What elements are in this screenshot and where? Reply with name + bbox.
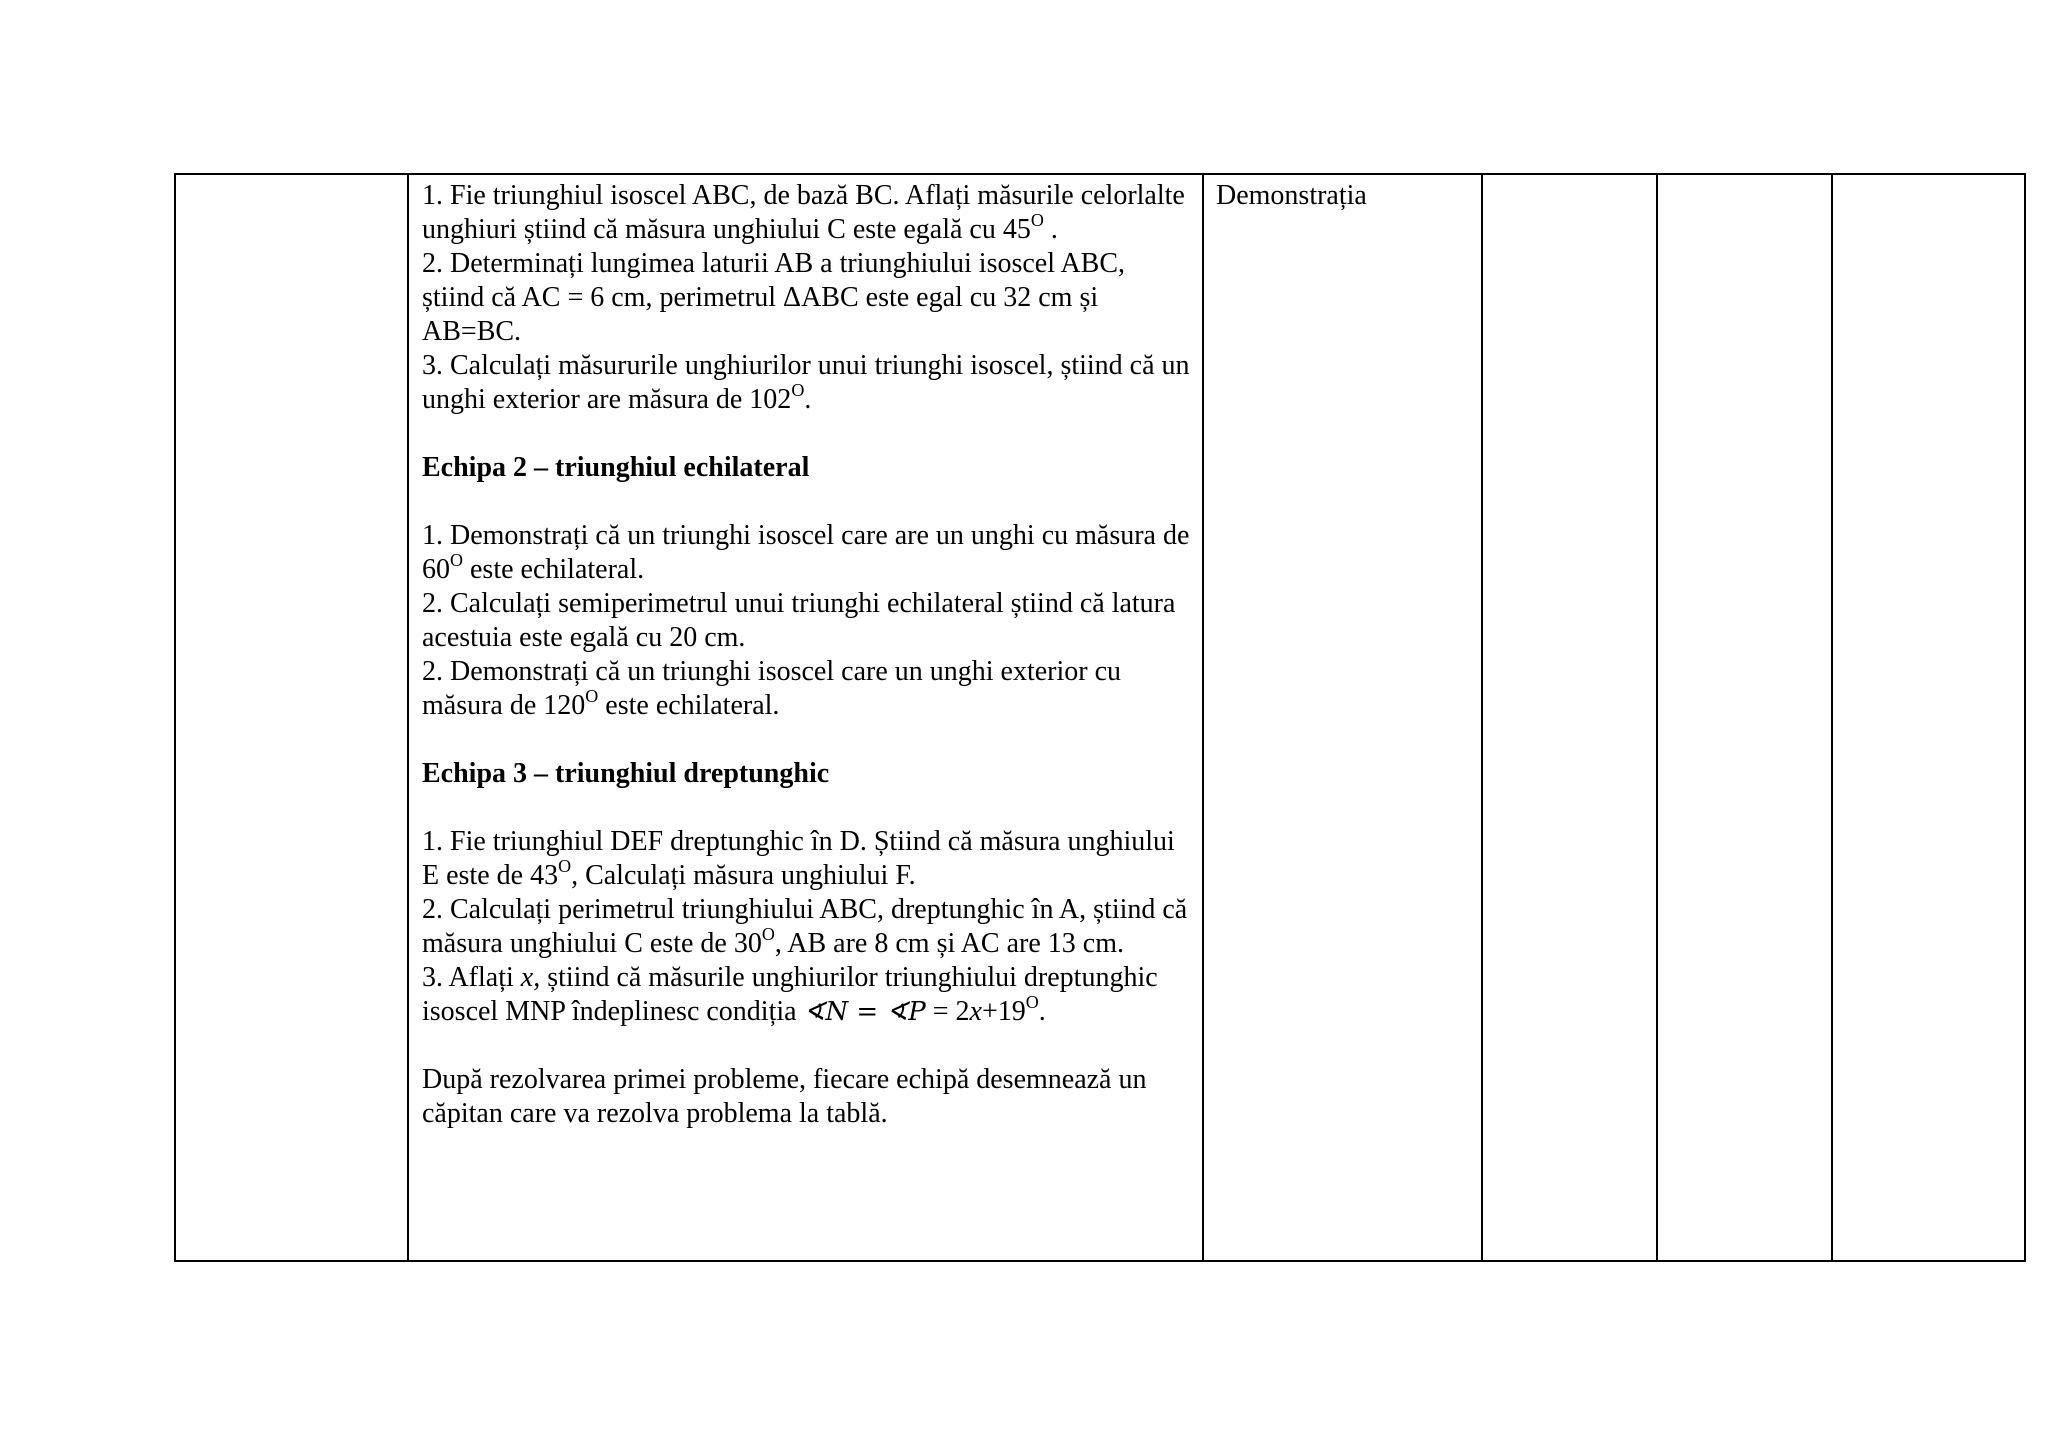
table-row: [175, 174, 2025, 1261]
angle-condition-formula: ∢N = ∢P: [803, 997, 926, 1027]
team3-problem-3: 3. Aflați x, știind că măsurile unghiurilor triunghiului dreptunghic isoscel MNP îndeplinesc condiția ∢N = ∢P = $2x+19^O$.: [422, 962, 1158, 1027]
empty-cell-5: [1657, 174, 1832, 1261]
team1-problem-1: 1. Fie triunghiul isoscel ABC, de bază BC. Aflați măsurile celorlalte unghiuri știind că măsura unghiului C este egală cu $45^O$ .: [422, 180, 1185, 245]
team3-heading: Echipa 3 – triunghiul dreptunghic: [422, 758, 830, 789]
team3-problem-1: 1. Fie triunghiul DEF dreptunghic în D. Știind că măsura unghiului E este de $43^O$, Calculați măsura unghiului F.: [422, 826, 1175, 891]
lesson-plan-table: [174, 173, 2026, 1262]
empty-cell-4: [1482, 174, 1657, 1261]
team2-problem-3: 2. Demonstrați că un triunghi isoscel care un unghi exterior cu măsura de $120^O$ este echilateral.: [422, 656, 1122, 721]
empty-cell-stage: [175, 174, 408, 1261]
team1-problem-2: 2. Determinați lungimea laturii AB a triunghiului isoscel ABC, știind că AC = 6 cm, perimetrul ΔABC este egal cu 32 cm și AB=BC.: [422, 248, 1126, 347]
activity-cell: [408, 174, 1203, 1261]
team1-problem-3: 3. Calculați măsururile unghiurilor unui triunghi isoscel, știind că un unghi exterior are măsura de $102^O$.: [422, 350, 1190, 415]
team2-heading: Echipa 2 – triunghiul echilateral: [422, 452, 810, 483]
team3-problem-2: 2. Calculați perimetrul triunghiului ABC, dreptunghic în A, știind că măsura unghiului C este de $30^O$, AB are 8 cm și AC are 13 cm.: [422, 894, 1188, 959]
team2-problem-1: 1. Demonstrați că un triunghi isoscel care are un unghi cu măsura de $60^O$ este echilateral.: [422, 520, 1190, 585]
method-label: Demonstrația: [1216, 180, 1367, 211]
empty-cell-6: [1832, 174, 2025, 1261]
team2-problem-2: 2. Calculați semiperimetrul unui triunghi echilateral știind că latura acestuia este egală cu 20 cm.: [422, 588, 1176, 653]
method-cell: [1203, 174, 1482, 1261]
activity-content: [409, 175, 1202, 1131]
closing-instruction: După rezolvarea primei probleme, fiecare echipă desemnează un căpitan care va rezolva problema la tablă.: [422, 1064, 1147, 1129]
